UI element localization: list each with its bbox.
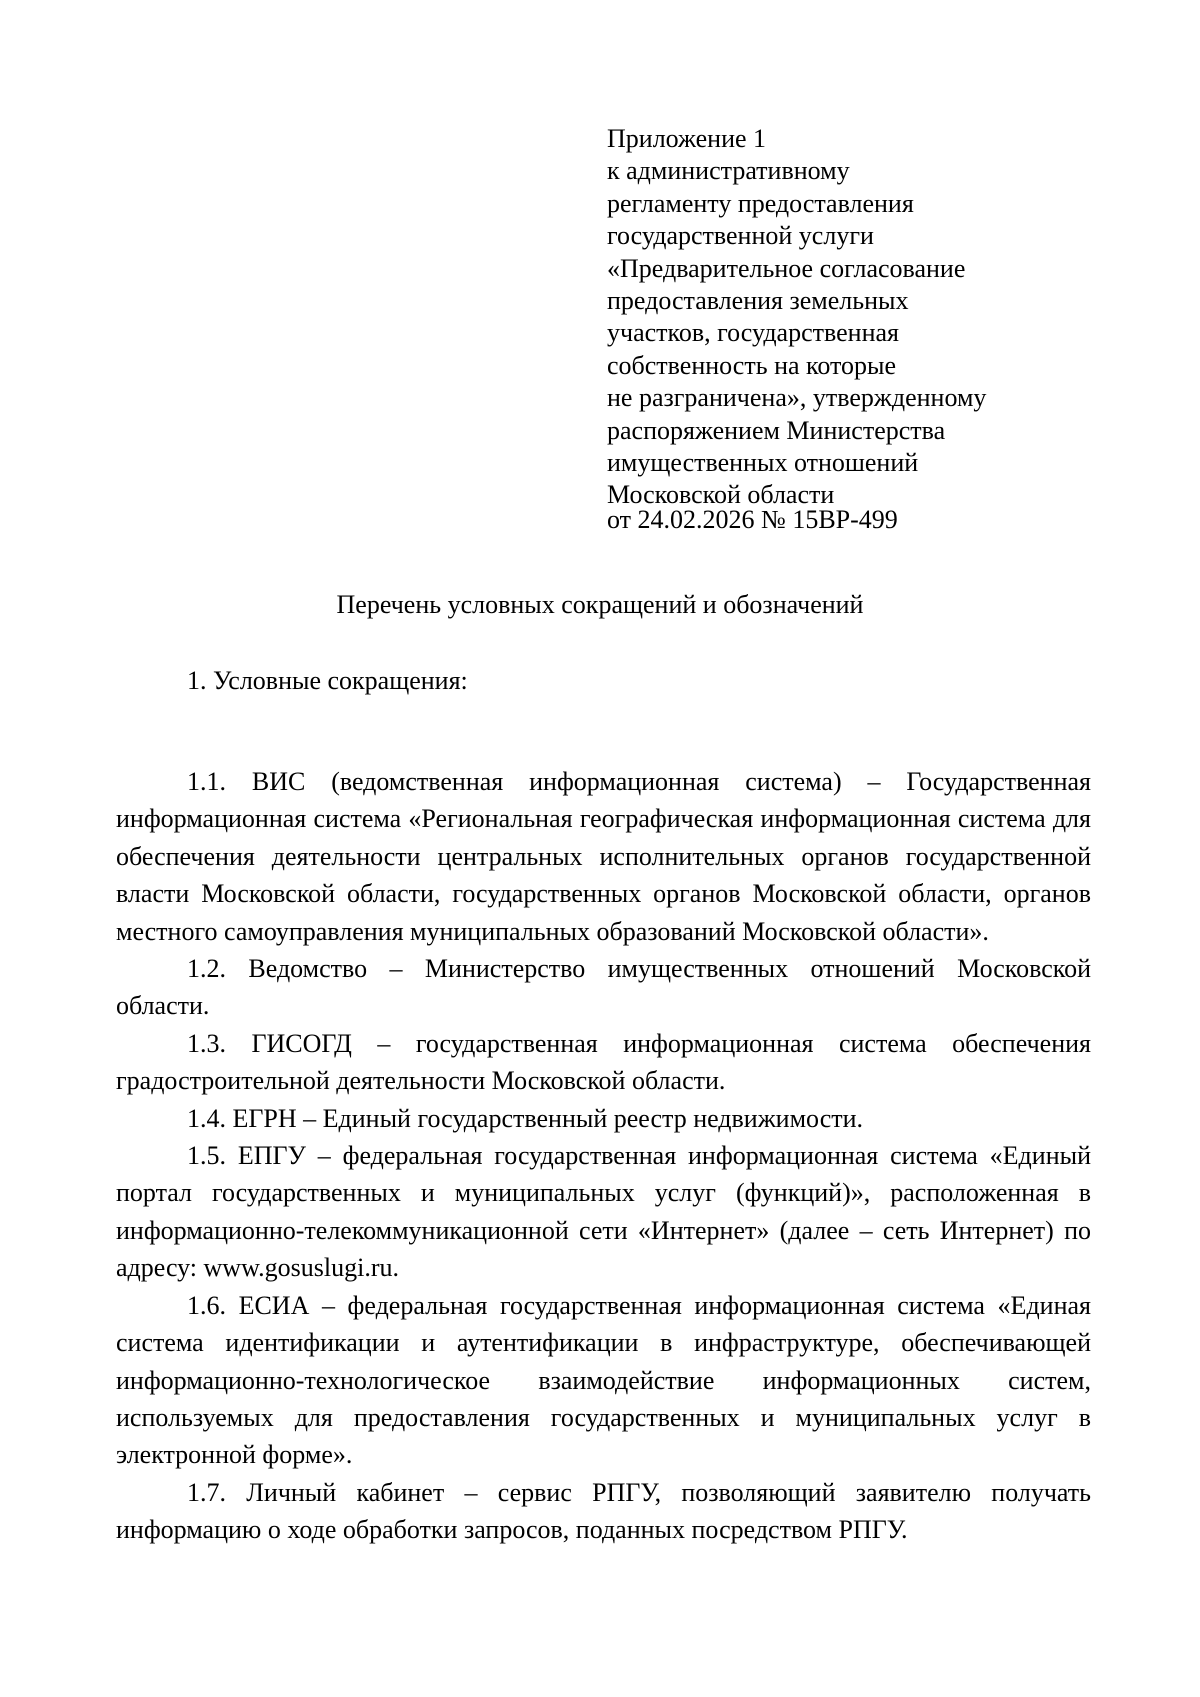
approval-line: Приложение 1 xyxy=(607,124,767,153)
approval-line: предоставления земельных xyxy=(607,286,909,316)
approval-line: собственность на которые xyxy=(607,350,897,380)
abbreviation-item: 1.5. ЕПГУ – федеральная государственная информационная система «Единый портал государственных и муниципальных услуг (функций)», расположенная в информационно-телекоммуникационной сети «Интернет» (далее – сеть Интернет) по адресу: www.gosuslugi.ru. xyxy=(116,1141,1091,1283)
approval-block xyxy=(607,123,1087,536)
approval-line: государственной услуги xyxy=(607,221,874,251)
abbreviation-item: 1.3. ГИСОГД – государственная информационная система обеспечения градостроительной деятельности Московской области. xyxy=(116,1028,1091,1096)
abbreviation-item: 1.4. ЕГРН – Единый государственный реестр недвижимости. xyxy=(187,1103,864,1133)
document-title: Перечень условных сокращений и обозначений xyxy=(336,590,864,619)
approval-line: имущественных отношений xyxy=(607,448,919,478)
abbreviations-list xyxy=(116,763,1091,1549)
approval-line: Московской области xyxy=(607,480,835,510)
approval-date-line: от 24.02.2026 № 15ВР-499 xyxy=(607,504,898,534)
approval-line: участков, государственная xyxy=(607,318,899,348)
abbreviation-item: 1.7. Личный кабинет – сервис РПГУ, позволяющий заявителю получать информацию о ходе обработки запросов, поданных посредством РПГУ. xyxy=(116,1477,1091,1545)
approval-line: распоряжением Министерства xyxy=(607,415,946,445)
approval-line: к административному xyxy=(607,156,850,186)
abbreviation-item: 1.6. ЕСИА – федеральная государственная информационная система «Единая система идентификации и аутентификации в инфраструктуре, обеспечивающей информационно-технологическое взаимодействие информационных систем, используемых для предоставления государственных и муниципальных услуг в электронной форме». xyxy=(116,1290,1091,1470)
abbreviation-item: 1.2. Ведомство – Министерство имущественных отношений Московской области. xyxy=(116,954,1091,1021)
approval-line: «Предварительное согласование xyxy=(607,253,966,283)
approval-line: не разграничена», утвержденному xyxy=(607,383,987,413)
section-heading: 1. Условные сокращения: xyxy=(187,666,468,695)
approval-line: регламенту предоставления xyxy=(607,188,914,218)
abbreviation-item: 1.1. ВИС (ведомственная информационная система) – Государственная информационная система «Региональная географическая информационная система для обеспечения деятельности центральных исполнительных органов государственной власти Московской области, государственных органов Московской области, органов местного самоуправления муниципальных образований Московской области». xyxy=(116,767,1091,946)
